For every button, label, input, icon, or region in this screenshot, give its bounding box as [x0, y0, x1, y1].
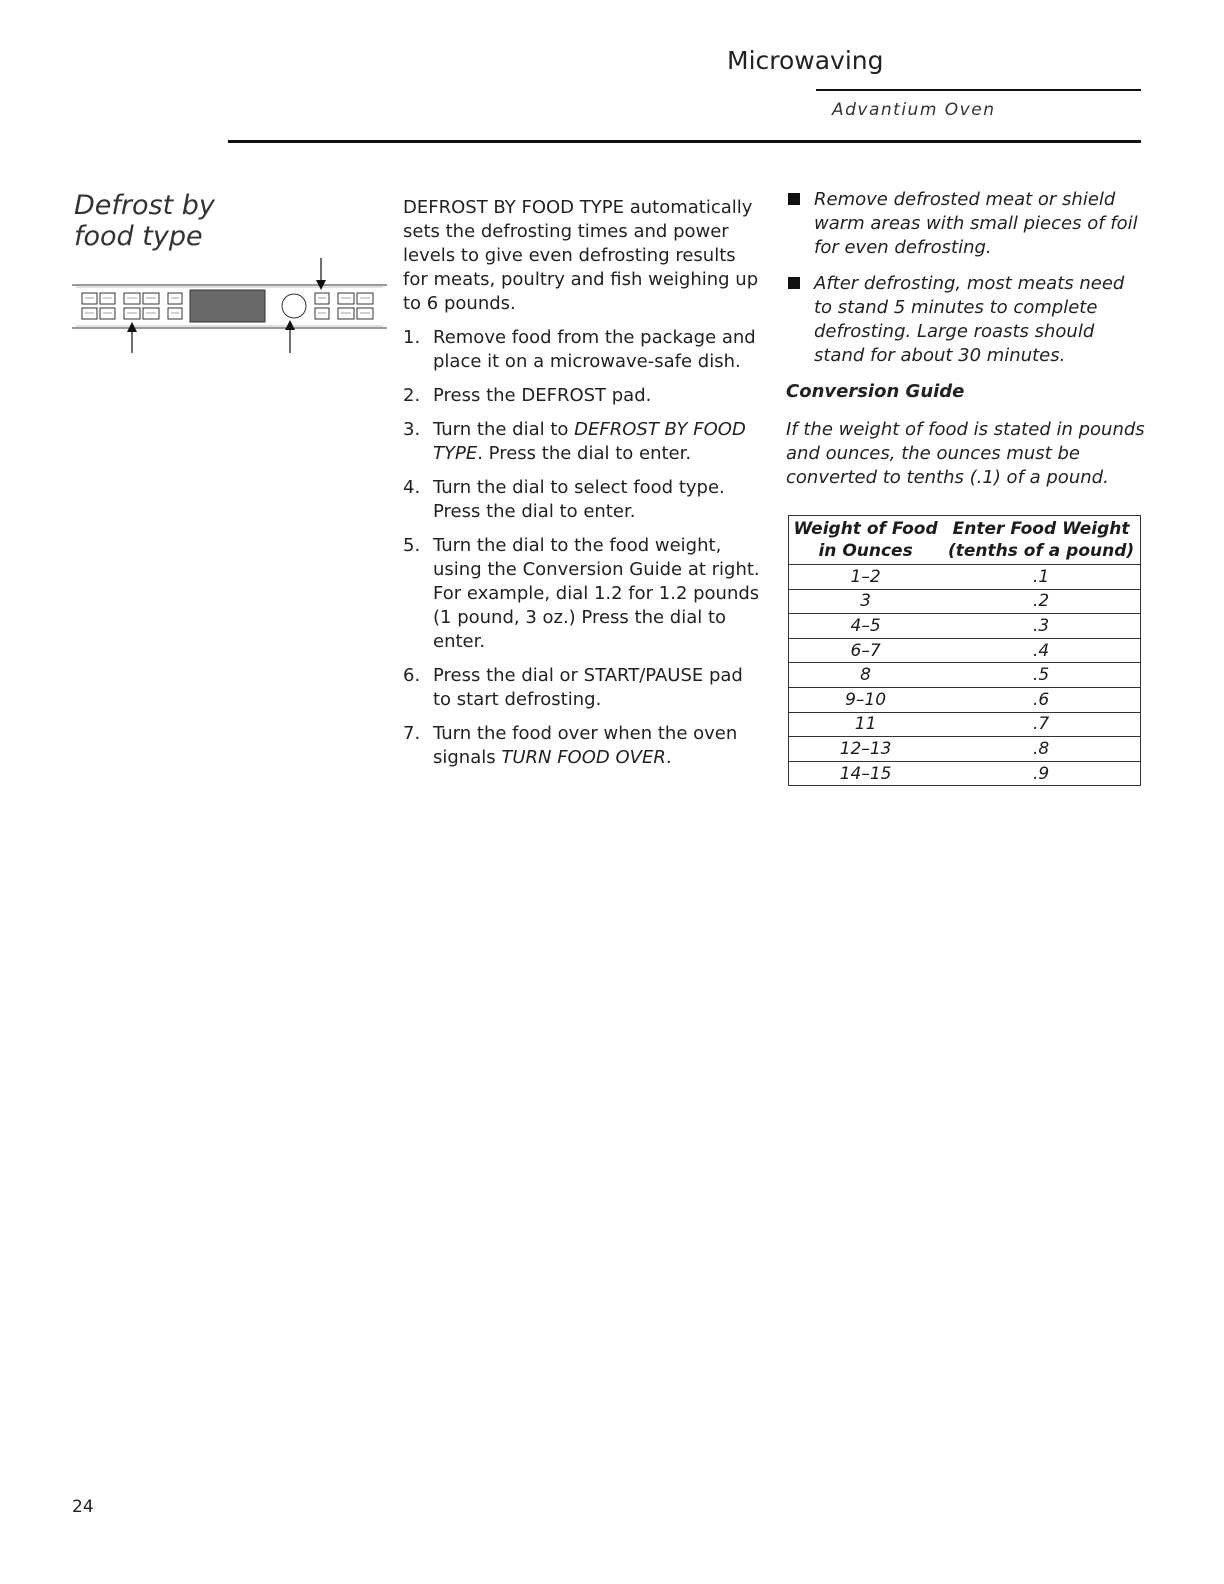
step-item: 4. Turn the dial to select food type. Press the dial to enter. — [403, 477, 725, 522]
bullet-square-icon — [788, 193, 800, 205]
tips-column — [786, 188, 1148, 490]
page-header-subtitle: Advantium Oven — [832, 100, 996, 120]
column-header-ounces: Weight of Food in Ounces — [789, 516, 943, 565]
table-row: 9–10 .6 — [789, 687, 1141, 712]
instructions-column — [403, 196, 763, 780]
section-title: Defrost by food type — [74, 190, 215, 252]
tip-item: After defrosting, most meats need to stand 5 minutes to complete defrosting. Large roasts should stand for about 30 minutes. — [786, 272, 1148, 368]
table-row: 8 .5 — [789, 663, 1141, 688]
column-header-tenths: Enter Food Weight (tenths of a pound) — [942, 516, 1140, 565]
step-item: 6. Press the dial or START/PAUSE pad to start defrosting. — [403, 665, 743, 710]
step-item: 5. Turn the dial to the food weight, using the Conversion Guide at right. For example, dial 1.2 for 1.2 pounds (1 pound, 3 oz.) Press the dial to enter. — [403, 535, 760, 652]
step-item: 7. Turn the food over when the oven signals TURN FOOD OVER. — [403, 723, 738, 768]
table-row: 3 .2 — [789, 589, 1141, 614]
table-row: 4–5 .3 — [789, 614, 1141, 639]
header-rule-long — [228, 140, 1141, 143]
conversion-guide-text: If the weight of food is stated in pounds and ounces, the ounces must be converted to tenths (.1) of a pound. — [786, 419, 1145, 488]
control-panel-illustration — [72, 256, 387, 356]
step-item: 2. Press the DEFROST pad. — [403, 385, 652, 406]
intro-paragraph: DEFROST BY FOOD TYPE automatically sets the defrosting times and power levels to give even defrosting results for meats, poultry and fish weighing up to 6 pounds. — [403, 197, 759, 314]
tips-list — [786, 188, 1148, 368]
conversion-table — [788, 515, 1141, 786]
table-row: 6–7 .4 — [789, 638, 1141, 663]
table-row: 11 .7 — [789, 712, 1141, 737]
page-header-title: Microwaving — [727, 46, 884, 75]
table-header-row — [789, 516, 1141, 565]
table-row: 1–2 .1 — [789, 565, 1141, 590]
step-item: 1. Remove food from the package and place it on a microwave-safe dish. — [403, 327, 756, 372]
tip-item: Remove defrosted meat or shield warm areas with small pieces of foil for even defrosting. — [786, 188, 1148, 260]
steps-list — [403, 326, 763, 770]
page-number: 24 — [72, 1497, 94, 1517]
step-item: 3. Turn the dial to DEFROST BY FOOD TYPE. Press the dial to enter. — [403, 419, 746, 464]
table-row: 12–13 .8 — [789, 737, 1141, 762]
table-row: 14–15 .9 — [789, 761, 1141, 786]
bullet-square-icon — [788, 277, 800, 289]
conversion-guide-title: Conversion Guide — [786, 381, 965, 402]
header-rule-short — [816, 89, 1141, 91]
